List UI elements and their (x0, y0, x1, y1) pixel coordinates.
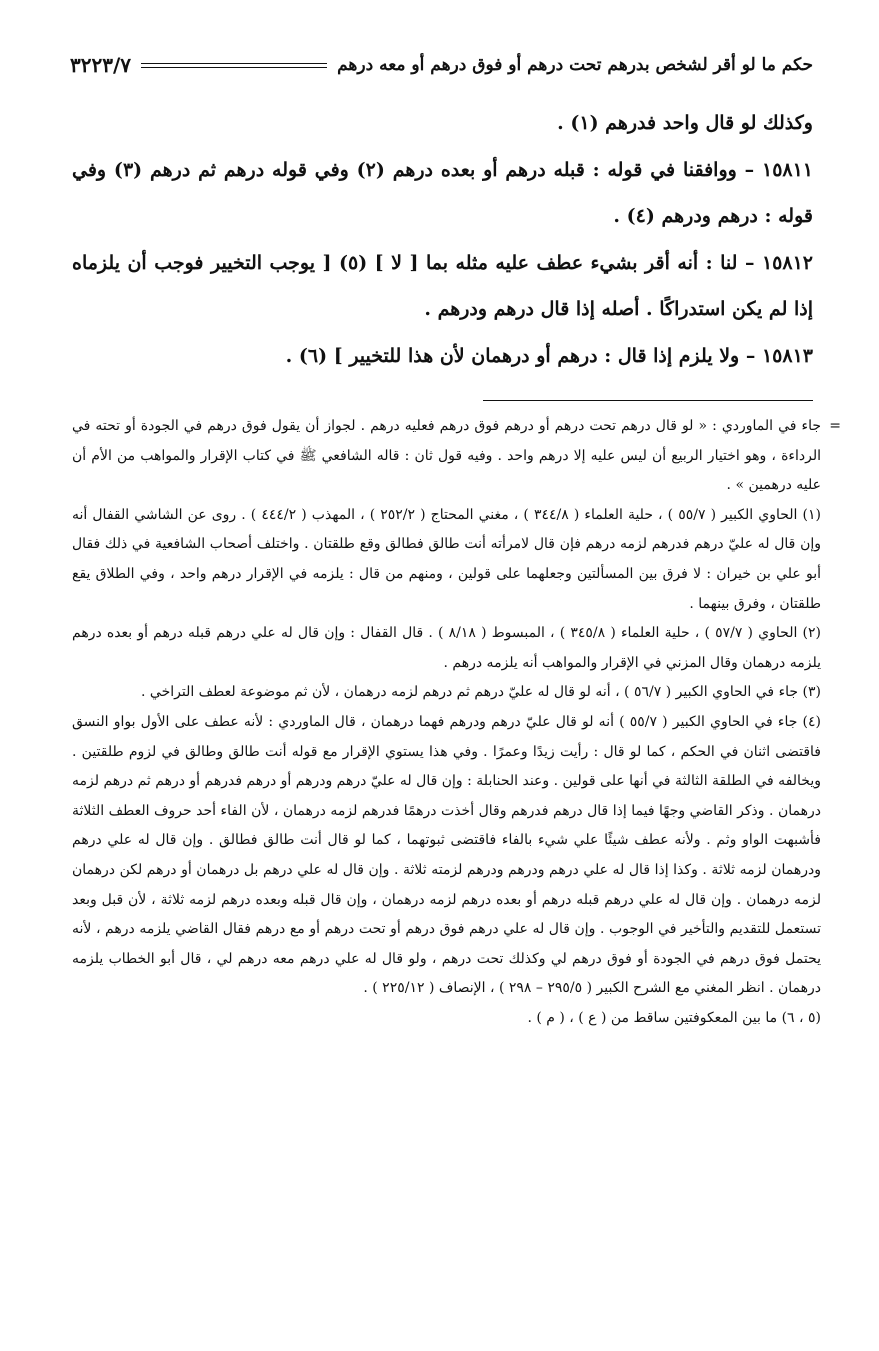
footnote-4: (٤) جاء في الحاوي الكبير ( ٥٥/٧ ) أنه لو قال عليّ درهم ودرهم فهما درهمان ، قال الماوردي : لأنه عطف على الأول بواو النسق فاقتضى اثنان في الحكم ، كما لو قال : رأيت زيدًا وعمرًا . وفي هذا يستوي الإقرار مع قوله أنت طالق وطالق في لزوم طلقتين . ويخالفه في الطلقة الثالثة في أنها على قولين . وعند الحنابلة : وإن قال له عليّ درهم ودرهم أو درهم فدرهم أو درهم ثم درهم لزمه درهمان . وذكر القاضي وجهًا فيما إذا قال درهم فدرهم وقال أخذت درهمًا فدرهم لزمه درهمان ، لأن الفاء أحد حروف العطف الثلاثة فأشبهت الواو وثم . ولأنه عطف شيئًا علي شيء بالفاء فاقتضى ثبوتهما ، كما لو قال أنت طالق فطالق . وإن قال له علي درهم ودرهمان لزمه ثلاثة . وكذا إذا قال له علي درهم ودرهم ودرهم لزمته ثلاثة . وإن قال له علي درهم بل درهمان أو درهم لكن درهمان لزمه درهمان . وإن قال له علي درهم قبله درهم أو بعده درهم لزمه درهمان ، وإن قال قبله وبعده درهم لزمه ثلاثة ، لأن قبل وبعد تستعمل للتقديم والتأخير في الوجوب . وإن قال له علي درهم فوق درهم أو تحت درهم أو مع درهم فقال القاضي يلزمه درهم ، لأنه يحتمل فوق درهم في الجودة أو فوق درهم لي وكذلك تحت درهم ، ولو قال له علي درهم معه درهم لي ، قال أبو الخطاب يلزمه درهمان . انظر المغني مع الشرح الكبير ( ٢٩٥/٥ – ٢٩٨ ) ، الإنصاف ( ٢٢٥/١٢ ) . (72, 713, 821, 997)
header-title: حكم ما لو أقر لشخص بدرهم تحت درهم أو فوق درهم أو معه درهم (337, 55, 813, 75)
footnote-2: (٢) الحاوي ( ٥٧/٧ ) ، حلية العلماء ( ٣٤٥/٨ ) ، المبسوط ( ٨/١٨ ) . قال القفال : وإن قال له علي درهم قبله درهم أو بعده درهم يلزمه درهمان وقال المزني في الإقرار والمواهب أنه يلزمه درهم . (72, 625, 821, 671)
page-number: ٣٢٢٣/٧ (70, 53, 132, 77)
header-rule (141, 63, 327, 68)
footnote-1: (١) الحاوي الكبير ( ٥٥/٧ ) ، حلية العلماء ( ٣٤٤/٨ ) ، مغني المحتاج ( ٢٥٢/٢ ) ، المهذب ( ٤٤٤/٢ ) . روى عن الشاشي القفال أنه وإن قال له عليّ درهم فدرهم لزمه درهم فإن قال لامرأته أنت طالق فطالق وقع طلقتان . واختلف أصحاب الشافعية في ذلك فقال أبو علي بن خيران : لا فرق بين المسألتين وجعلهما على قولين ، ومنهم من قال : يلزمه في الإقرار درهم واحد ، وفي الطلاق يقع طلقتان ، وفرق بينهما . (72, 506, 821, 612)
footnote-5-6: (٥ ، ٦) ما بين المعكوفتين ساقط من ( ع ) ، ( م ) . (527, 1009, 821, 1026)
footnote-continuation (72, 412, 841, 501)
paragraph-15811: ١٥٨١١ – ووافقنا في قوله : قبله درهم أو بعده درهم (٢) وفي قوله درهم ثم درهم (٣) وفي قوله : درهم ودرهم (٤) . (72, 158, 814, 227)
footnotes (72, 412, 841, 1033)
continuation-mark: = (829, 418, 841, 434)
footnote-3: (٣) جاء في الحاوي الكبير ( ٥٦/٧ ) ، أنه لو قال له عليّ درهم ثم درهم لزمه درهمان ، لأن ثم موضوعة لعطف التراخي . (141, 684, 821, 701)
main-text (72, 100, 813, 379)
paragraph-15813: ١٥٨١٣ – ولا يلزم إذا قال : درهم أو درهمان لأن هذا للتخيير ] (٦) . (285, 344, 813, 367)
continuation-line: وكذلك لو قال واحد فدرهم (١) . (557, 112, 813, 134)
paragraph-15812: ١٥٨١٢ – لنا : أنه أقر بشيء عطف عليه مثله بما [ لا ] (٥) [ يوجب التخيير فوجب أن يلزماه إذا لم يكن استدراكًا . أصله إذا قال درهم ودرهم . (72, 251, 813, 320)
running-header (70, 50, 813, 80)
footnote-separator (483, 400, 813, 401)
footnote-continuation-text: جاء في الماوردي : « لو قال درهم تحت درهم أو درهم فوق درهم فعليه درهم . لجواز أن يقول فوق درهم في الجودة أو تحته في الرداءة ، وهو اختيار الربيع أن ليس عليه إلا درهم واحد . وفيه قول ثان : قاله الشافعي ﷺ في كتاب الإقرار والمواهب من الأم أن عليه درهمين » . (72, 418, 821, 494)
